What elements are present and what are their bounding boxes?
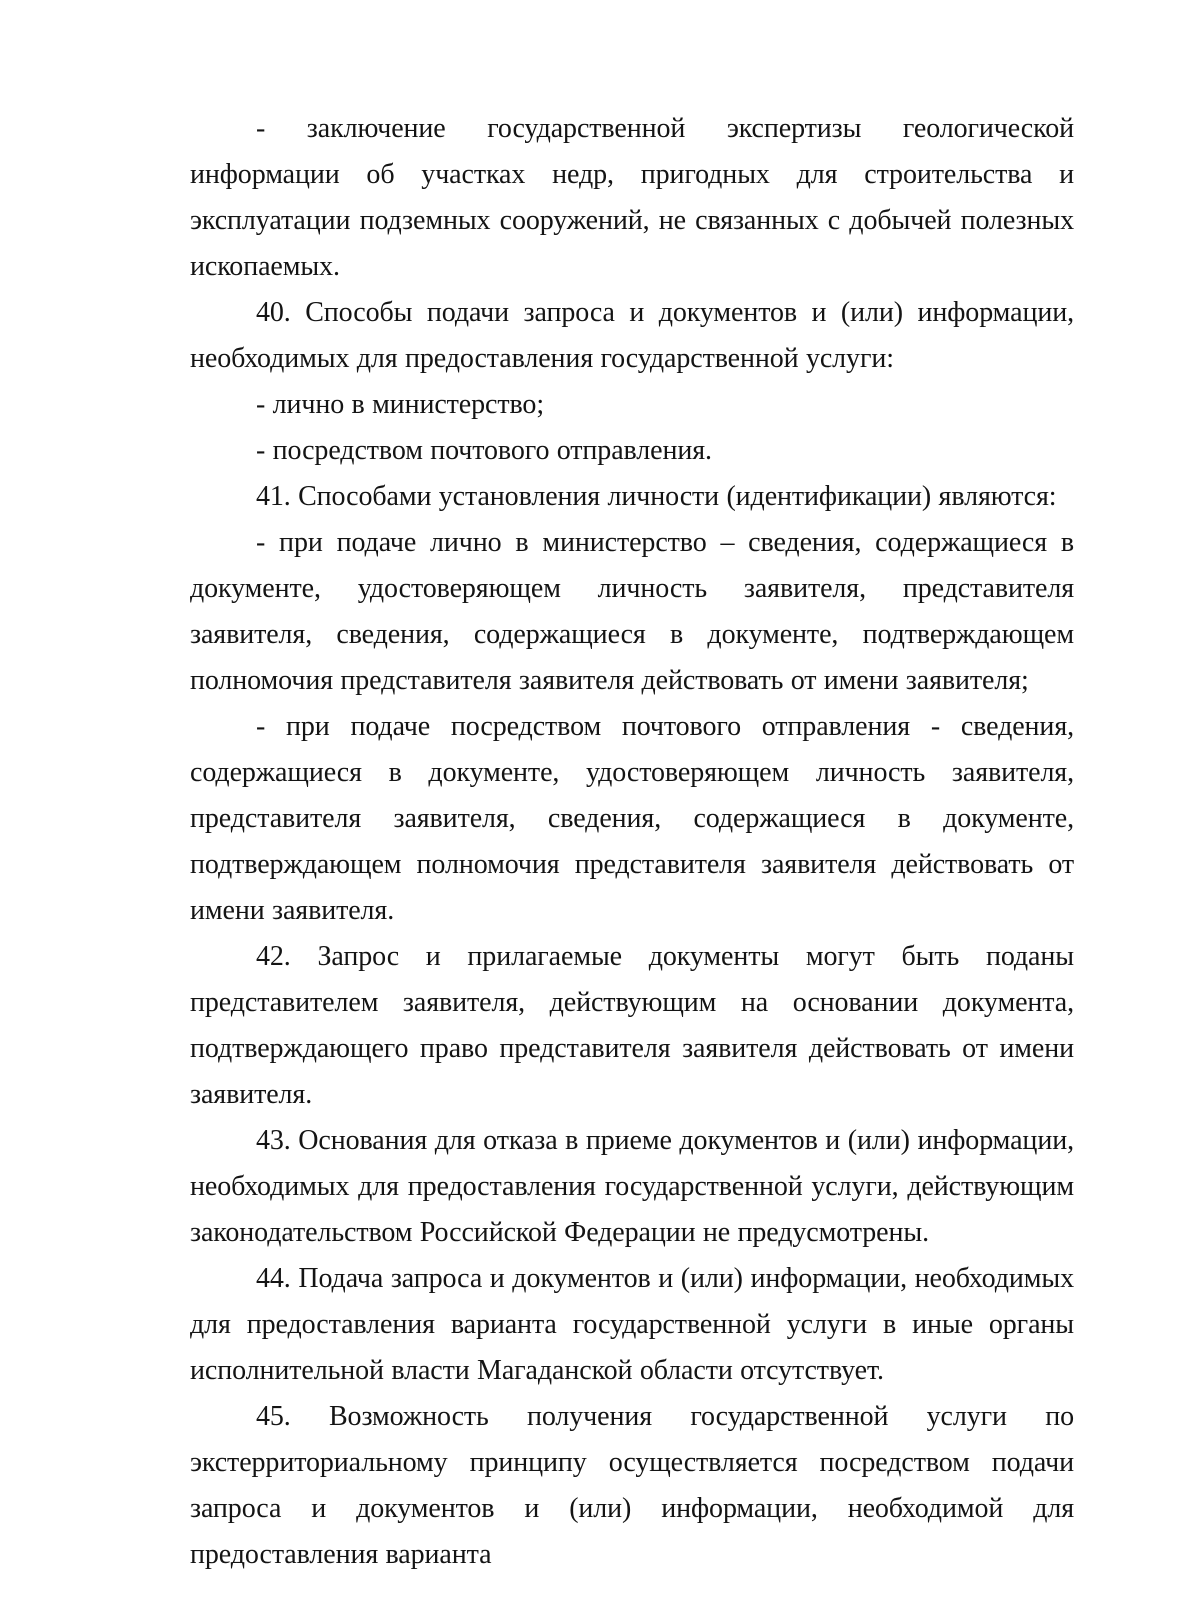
paragraph-identification-by-mail: - при подаче посредством почтового отправления - сведения, содержащиеся в документе, удостоверяющем личность заявителя, представителя заявителя, сведения, содержащиеся в документе, подтверждающем полномочия представителя заявителя действовать от имени заявителя. bbox=[190, 711, 1074, 926]
paragraph-42-representative: 42. Запрос и прилагаемые документы могут быть поданы представителем заявителя, действующим на основании документа, подтверждающего право представителя заявителя действовать от имени заявителя. bbox=[190, 941, 1074, 1110]
paragraph-43-refusal-grounds: 43. Основания для отказа в приеме документов и (или) информации, необходимых для предоставления государственной услуги, действующим законодательством Российской Федерации не предусмотрены. bbox=[190, 1125, 1074, 1248]
paragraph-expertise-conclusion: - заключение государственной экспертизы геологической информации об участках недр, пригодных для строительства и эксплуатации подземных сооружений, не связанных с добычей полезных ископаемых. bbox=[190, 113, 1074, 282]
paragraph-by-mail: - посредством почтового отправления. bbox=[256, 435, 712, 466]
paragraph-45-extraterritorial: 45. Возможность получения государственной услуги по экстерриториальному принципу осуществляется посредством подачи запроса и документов и (или) информации, необходимой для предоставления варианта bbox=[190, 1401, 1074, 1570]
paragraph-40-submission-methods: 40. Способы подачи запроса и документов и (или) информации, необходимых для предоставления государственной услуги: bbox=[190, 297, 1074, 374]
paragraph-identification-in-person: - при подаче лично в министерство – сведения, содержащиеся в документе, удостоверяющем личность заявителя, представителя заявителя, сведения, содержащиеся в документе, подтверждающем полномочия представителя заявителя действовать от имени заявителя; bbox=[190, 527, 1074, 696]
paragraph-in-person: - лично в министерство; bbox=[256, 389, 545, 420]
paragraph-41-identification: 41. Способами установления личности (идентификации) являются: bbox=[256, 481, 1057, 512]
document-body bbox=[190, 106, 1074, 1578]
paragraph-44-other-bodies: 44. Подача запроса и документов и (или) информации, необходимых для предоставления варианта государственной услуги в иные органы исполнительной власти Магаданской области отсутствует. bbox=[190, 1263, 1074, 1386]
